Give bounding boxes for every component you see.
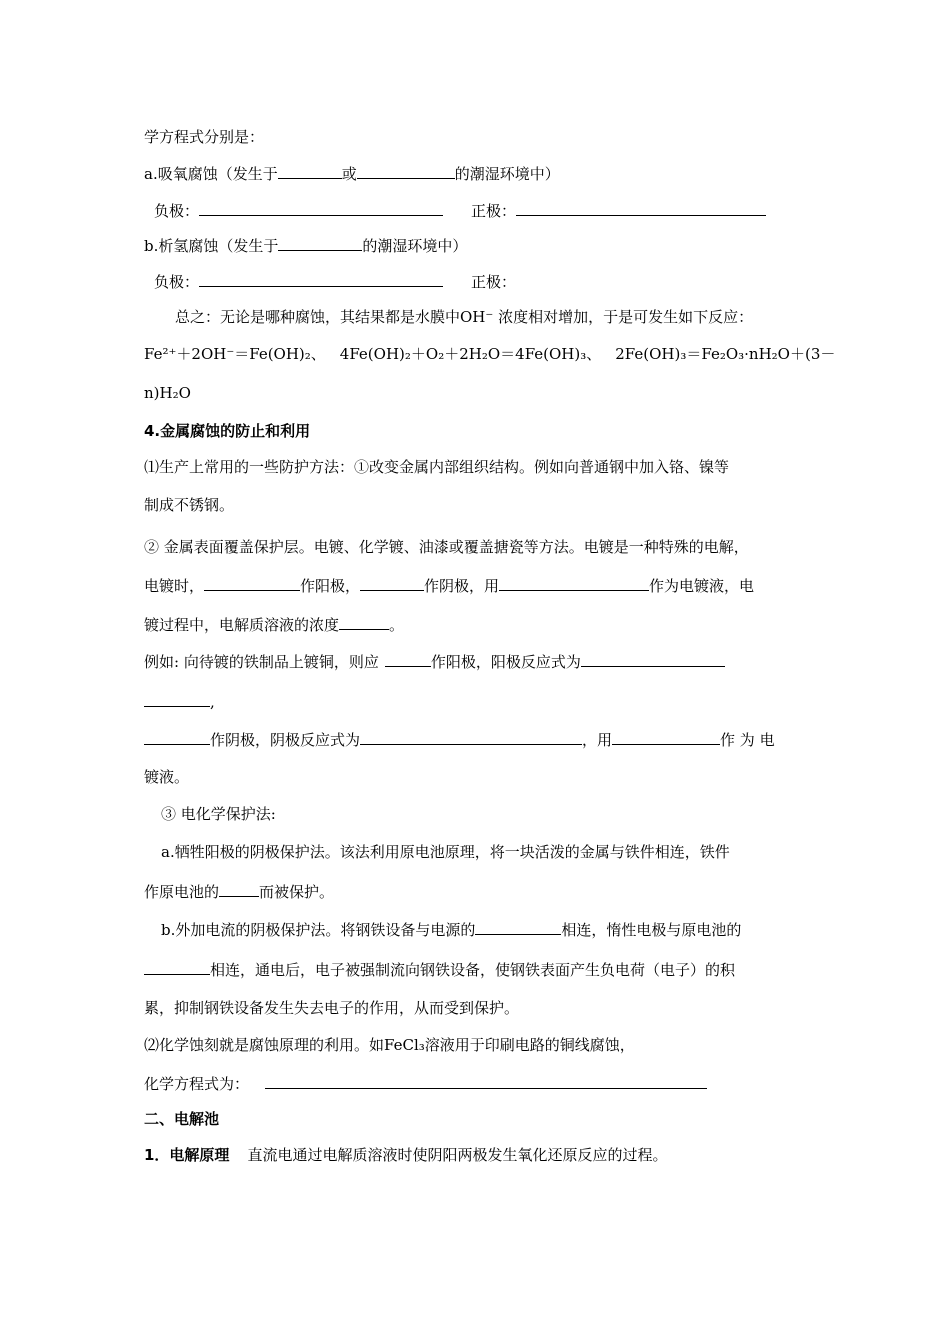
text: b.外加电流的阴极保护法。将钢铁设备与电源的	[161, 921, 476, 939]
text: 作阳极，阳极反应式为	[430, 653, 581, 671]
eq2: 4Fe(OH)₂＋O₂＋2H₂O＝4Fe(OH)₃、	[339, 345, 602, 363]
p3b-line-1	[161, 919, 741, 940]
example-line-4: 镀液。	[144, 768, 190, 786]
blank[interactable]	[199, 271, 443, 287]
blank[interactable]	[199, 200, 443, 216]
pos-label: 正极：	[471, 202, 517, 220]
example-line-1	[144, 651, 725, 672]
blank[interactable]	[278, 235, 362, 251]
summary-line: 总之：无论是哪种腐蚀，其结果都是水膜中OH⁻ 浓度相对增加，于是可发生如下反应：	[175, 308, 754, 326]
p2-line-3	[144, 614, 404, 635]
text: 化学方程式为：	[144, 1075, 250, 1093]
p4-line-1: ⑵化学蚀刻就是腐蚀原理的利用。如FeCl₃溶液用于印刷电路的铜线腐蚀，	[144, 1036, 635, 1054]
blank[interactable]	[144, 729, 210, 745]
pos-label: 正极：	[471, 273, 517, 291]
electrolysis-principle-line	[144, 1145, 667, 1165]
example-line-2	[144, 691, 215, 712]
text: 或	[341, 165, 357, 183]
text: 而被保护。	[259, 883, 335, 901]
p3-heading: ③ 电化学保护法:	[161, 805, 276, 823]
blank[interactable]	[204, 575, 300, 591]
principle-text: 直流电通过电解质溶液时使阴阳两极发生氧化还原反应的过程。	[247, 1146, 668, 1164]
neg-label: 负极：	[154, 273, 200, 291]
text: 作 为 电	[720, 731, 775, 749]
text: b.析氢腐蚀（发生于	[144, 237, 279, 255]
text: 例如: 向待镀的铁制品上镀铜，则应	[144, 653, 379, 671]
oxygen-corrosion-line	[144, 163, 560, 184]
p4-line-2	[144, 1073, 707, 1094]
text: 。	[389, 616, 405, 634]
blank[interactable]	[357, 163, 455, 179]
text: a.吸氧腐蚀（发生于	[144, 165, 278, 183]
eq1: Fe²⁺＋2OH⁻＝Fe(OH)₂、	[144, 345, 326, 363]
text: ，用	[582, 731, 613, 749]
blank[interactable]	[612, 729, 720, 745]
line-intro: 学方程式分别是：	[144, 128, 265, 146]
text: 电镀时，	[144, 577, 205, 595]
blank[interactable]	[475, 919, 561, 935]
text: 作阴极，阴极反应式为	[210, 731, 361, 749]
text: 作阳极，	[300, 577, 361, 595]
text: 的潮湿环境中）	[454, 165, 560, 183]
blank[interactable]	[339, 614, 389, 630]
p3b-line-3: 累，抑制钢铁设备发生失去电子的作用，从而受到保护。	[144, 999, 520, 1017]
blank[interactable]	[499, 575, 649, 591]
text: 作为电镀液，电	[649, 577, 755, 595]
blank[interactable]	[219, 881, 259, 897]
text: 相连，惰性电极与原电池的	[561, 921, 742, 939]
equations-line	[144, 344, 835, 364]
blank[interactable]	[385, 651, 431, 667]
hydrogen-corrosion-line	[144, 235, 467, 256]
blank[interactable]	[144, 691, 210, 707]
blank[interactable]	[144, 959, 210, 975]
section-heading-electrolysis: 二、电解池	[144, 1110, 220, 1128]
p3a-line-1: a.牺牲阳极的阴极保护法。该法利用原电池原理，将一块活泼的金属与铁件相连，铁件	[161, 843, 730, 861]
section-heading-4: 4.金属腐蚀的防止和利用	[144, 422, 311, 440]
hydrogen-electrodes-line	[154, 271, 516, 292]
eq3: 2Fe(OH)₃＝Fe₂O₃·nH₂O＋(3－	[615, 345, 836, 363]
blank[interactable]	[278, 163, 342, 179]
p1-line-2: 制成不锈钢。	[144, 496, 235, 514]
example-line-3	[144, 729, 775, 750]
p1-line-1: ⑴生产上常用的一些防护方法：①改变金属内部组织结构。例如向普通钢中加入铬、镍等	[144, 458, 730, 476]
text: 的潮湿环境中）	[362, 237, 468, 255]
equations-line-2: n)H₂O	[144, 384, 191, 402]
blank[interactable]	[265, 1073, 707, 1089]
text: ,	[210, 693, 215, 711]
text: 作原电池的	[144, 883, 220, 901]
p2-line-2	[144, 575, 754, 596]
text: 作阴极，用	[424, 577, 500, 595]
p2-line-1: ② 金属表面覆盖保护层。电镀、化学镀、油漆或覆盖搪瓷等方法。电镀是一种特殊的电解，	[144, 538, 749, 556]
oxygen-electrodes-line	[154, 200, 766, 221]
p3a-line-2	[144, 881, 334, 902]
p3b-line-2	[144, 959, 735, 980]
blank[interactable]	[581, 651, 725, 667]
blank[interactable]	[360, 575, 424, 591]
blank[interactable]	[516, 200, 766, 216]
principle-title: 1．电解原理	[144, 1146, 230, 1164]
text: 相连，通电后，电子被强制流向钢铁设备，使钢铁表面产生负电荷（电子）的积	[210, 961, 736, 979]
blank[interactable]	[360, 729, 582, 745]
text: 镀过程中，电解质溶液的浓度	[144, 616, 340, 634]
neg-label: 负极：	[154, 202, 200, 220]
